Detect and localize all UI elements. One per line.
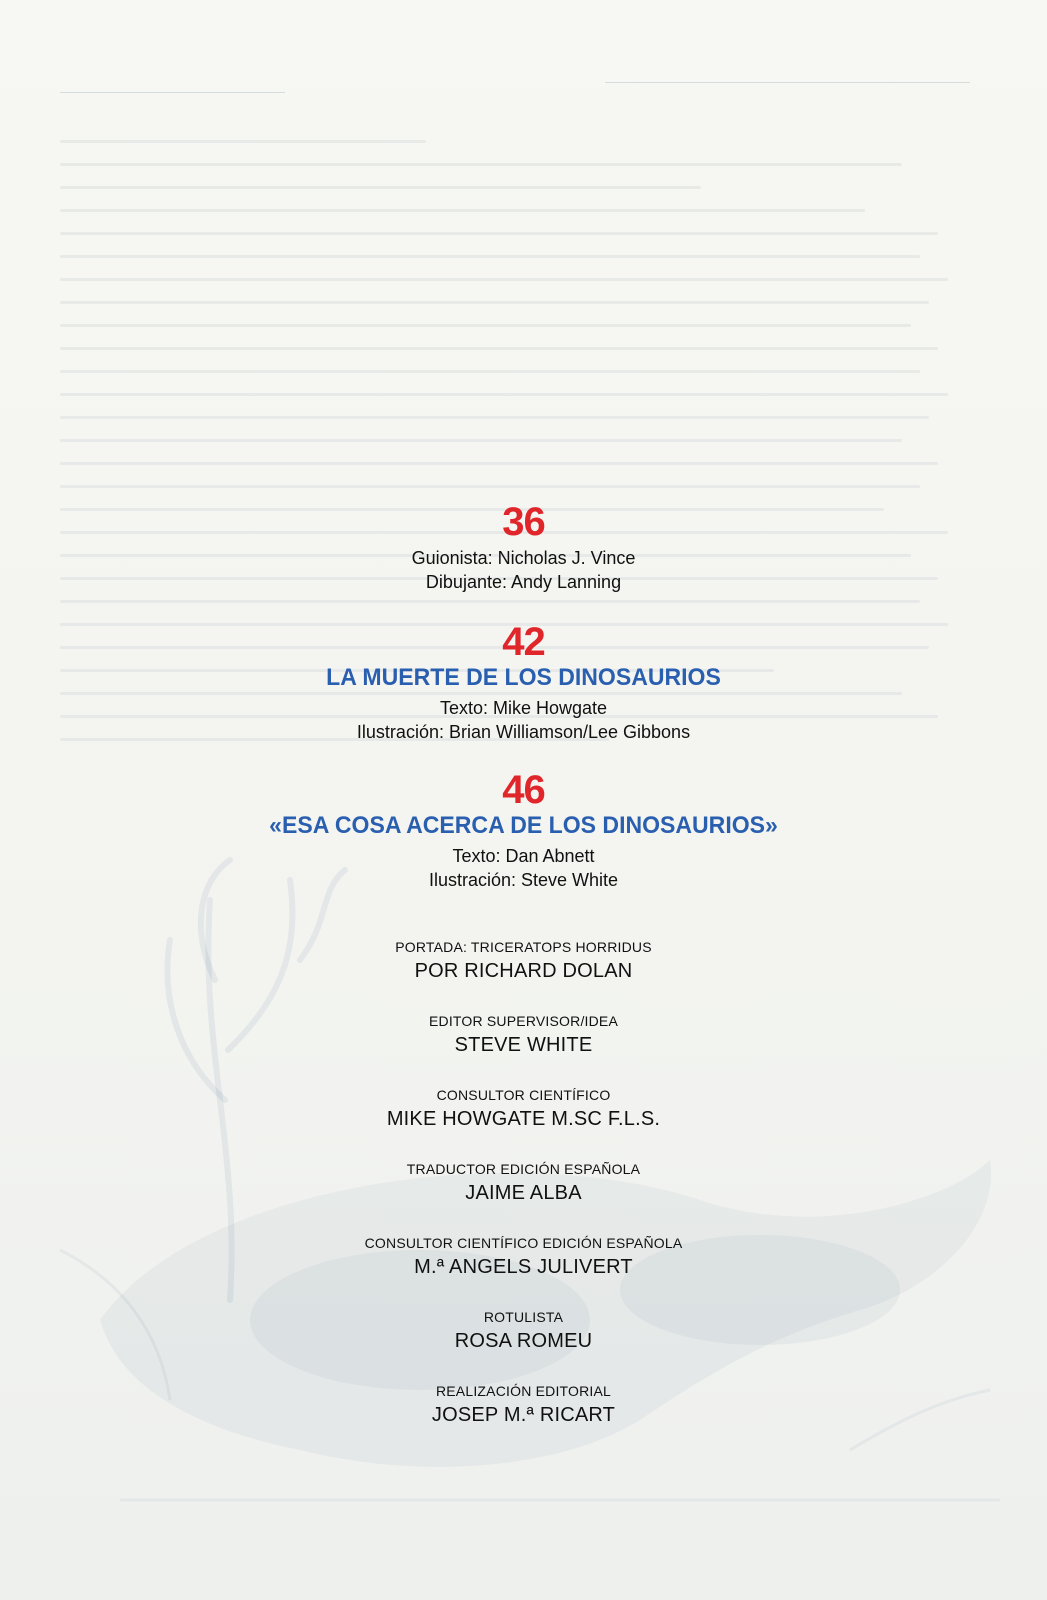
staff-name: M.ª ANGELS JULIVERT — [414, 1256, 633, 1278]
artist-credit: Dibujante: Andy Lanning — [425, 572, 622, 592]
staff-name: ROSA ROMEU — [454, 1330, 593, 1352]
staff-role: ROTULISTA — [483, 1309, 564, 1325]
staff-role: PORTADA: TRICERATOPS HORRIDUS — [395, 939, 652, 955]
staff-scientific-consultant — [0, 1086, 1047, 1132]
staff-role: CONSULTOR CIENTÍFICO — [436, 1087, 611, 1103]
illustration-credit: Ilustración: Steve White — [428, 870, 619, 890]
text-credit: Texto: Dan Abnett — [452, 846, 595, 866]
staff-name: JOSEP M.ª RICART — [431, 1404, 616, 1426]
page-number-36: 36 — [502, 500, 545, 544]
staff-name: POR RICHARD DOLAN — [414, 960, 633, 982]
staff-role: EDITOR SUPERVISOR/IDEA — [428, 1013, 619, 1029]
staff-translator — [0, 1160, 1047, 1206]
feature-36 — [0, 502, 1047, 594]
staff-editorial-production — [0, 1382, 1047, 1428]
feature-46 — [0, 770, 1047, 892]
staff-cover — [0, 938, 1047, 984]
staff-name: STEVE WHITE — [454, 1034, 593, 1056]
staff-letterer — [0, 1308, 1047, 1354]
page-number-46: 46 — [502, 768, 545, 812]
feature-title-death-of-dinosaurs: LA MUERTE DE LOS DINOSAURIOS — [326, 664, 721, 691]
staff-editor — [0, 1012, 1047, 1058]
feature-42 — [0, 622, 1047, 744]
page-number-42: 42 — [502, 620, 545, 664]
staff-name: MIKE HOWGATE M.SC F.L.S. — [386, 1108, 661, 1130]
illustration-credit: Ilustración: Brian Williamson/Lee Gibbons — [356, 722, 691, 742]
staff-role: REALIZACIÓN EDITORIAL — [435, 1383, 612, 1399]
staff-name: JAIME ALBA — [465, 1182, 582, 1204]
staff-role: CONSULTOR CIENTÍFICO EDICIÓN ESPAÑOLA — [364, 1235, 683, 1251]
feature-title-that-thing-about-dinosaurs: «ESA COSA ACERCA DE LOS DINOSAURIOS» — [269, 812, 778, 839]
staff-role: TRADUCTOR EDICIÓN ESPAÑOLA — [406, 1161, 641, 1177]
text-credit: Texto: Mike Howgate — [439, 698, 608, 718]
staff-spanish-scientific-consultant — [0, 1234, 1047, 1280]
writer-credit: Guionista: Nicholas J. Vince — [411, 548, 636, 568]
